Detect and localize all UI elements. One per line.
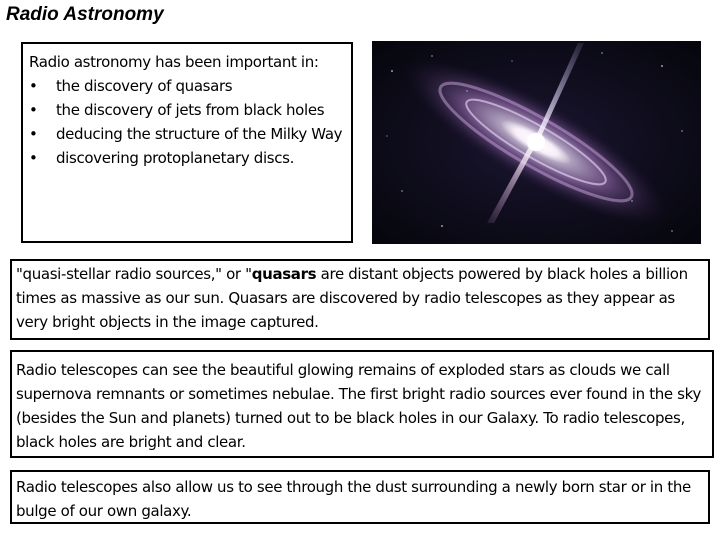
list-item-label: deducing the structure of the Milky Way xyxy=(56,125,343,143)
list-item xyxy=(29,74,351,98)
page-title: Radio Astronomy xyxy=(6,4,164,25)
list-item xyxy=(29,146,351,170)
list-item-label: the discovery of jets from black holes xyxy=(56,101,325,119)
intro-lead: Radio astronomy has been important in: xyxy=(29,53,319,71)
supernova-box xyxy=(10,350,714,458)
dust-box xyxy=(10,470,710,524)
discovery-list xyxy=(29,74,351,170)
intro-box xyxy=(21,42,353,243)
bullet-icon: • xyxy=(29,101,38,119)
list-item-label: the discovery of quasars xyxy=(56,77,233,95)
list-item xyxy=(29,98,351,122)
quasar-galaxy-image xyxy=(372,41,701,244)
bullet-icon: • xyxy=(29,125,38,143)
galaxy-core xyxy=(527,133,545,151)
bullet-icon: • xyxy=(29,149,38,167)
quasars-term: quasars xyxy=(251,265,317,283)
list-item-label: discovering protoplanetary discs. xyxy=(56,149,295,167)
list-item xyxy=(29,122,351,146)
quasars-box xyxy=(10,259,710,340)
quasars-paragraph: "quasi-stellar radio sources," or "quasars are distant objects powered by black holes a billion times as massive as our sun. Quasars are discovered by radio telescopes as they appear as very bright objects in the image captured. xyxy=(16,265,688,331)
dust-paragraph: Radio telescopes also allow us to see through the dust surrounding a newly born star or in the bulge of our own galaxy. xyxy=(16,478,691,520)
bullet-icon: • xyxy=(29,77,38,95)
supernova-paragraph: Radio telescopes can see the beautiful glowing remains of exploded stars as clouds we call supernova remnants or sometimes nebulae. The first bright radio sources ever found in the sky (besides the Sun and planets) turned out to be black holes in our Galaxy. To radio telescopes, black holes are bright and clear. xyxy=(16,361,701,451)
